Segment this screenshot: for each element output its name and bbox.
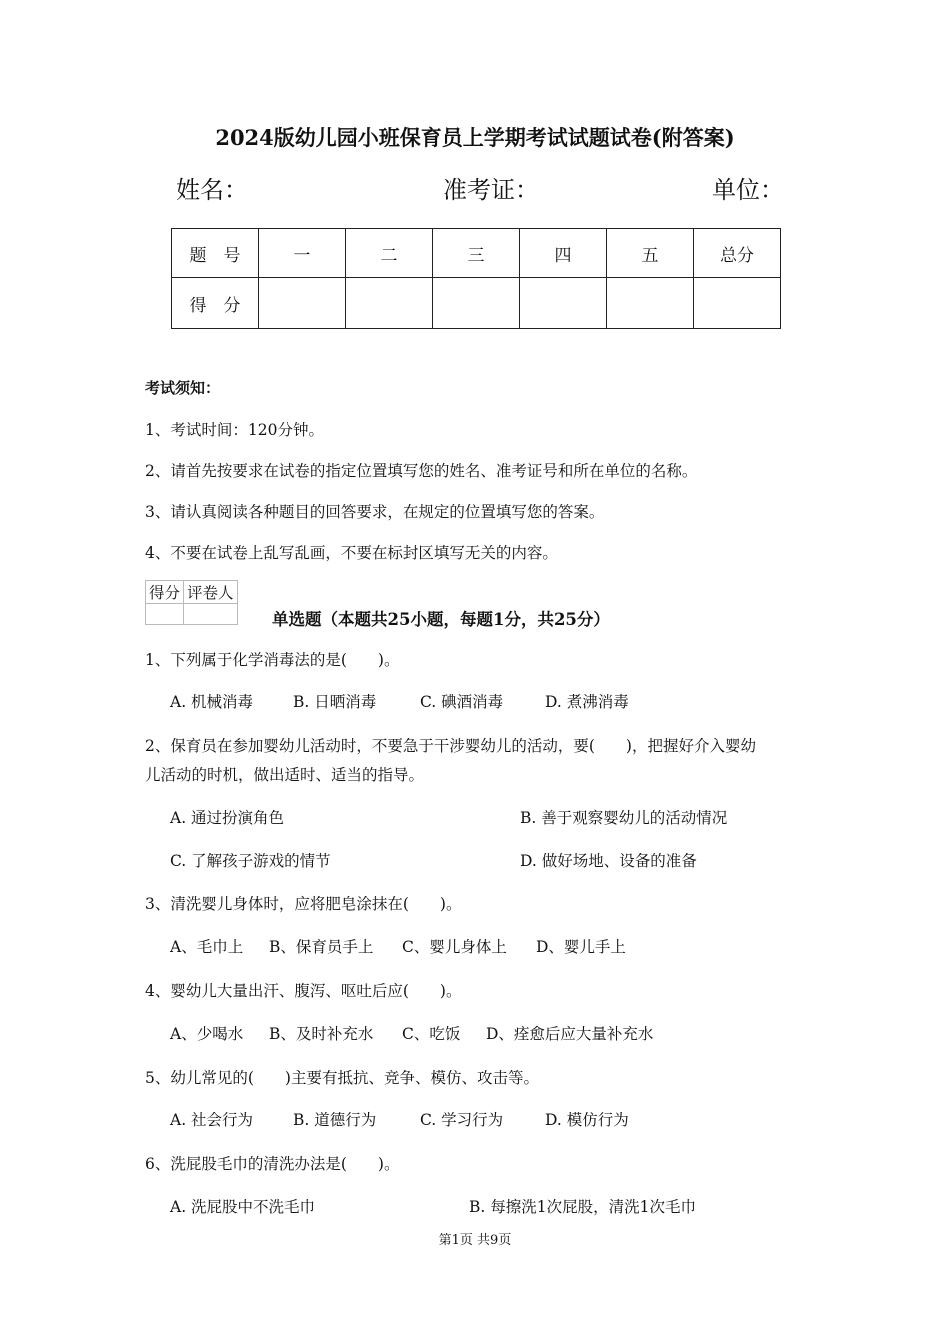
question-option: D. 煮沸消毒 — [545, 693, 629, 711]
question-stem: 1、下列属于化学消毒法的是( )。 — [145, 651, 400, 669]
score-row-label: 得 分 — [172, 278, 259, 329]
score-table — [171, 228, 781, 329]
question-option: B、保育员手上 — [269, 938, 374, 956]
notice-item: 4、不要在试卷上乱写乱画，不要在标封区填写无关的内容。 — [145, 544, 558, 562]
exam-title: 2024版幼儿园小班保育员上学期考试试题试卷(附答案) — [215, 125, 735, 150]
score-header-cell: 三 — [433, 229, 520, 278]
grader-box — [145, 580, 238, 625]
question-option: B. 日晒消毒 — [293, 693, 377, 711]
question-stem: 4、婴幼儿大量出汗、腹泻、呕吐后应( )。 — [145, 982, 462, 1000]
question-option: C、婴儿身体上 — [402, 938, 507, 956]
score-cell — [694, 278, 781, 329]
unit-label: 单位： — [712, 176, 784, 204]
question-option: D. 模仿行为 — [545, 1111, 629, 1129]
score-header-cell: 总分 — [694, 229, 781, 278]
question-option: D、婴儿手上 — [536, 938, 626, 956]
question-stem: 3、清洗婴儿身体时，应将肥皂涂抹在( )。 — [145, 895, 462, 913]
score-header-cell: 二 — [346, 229, 433, 278]
score-header-cell: 五 — [607, 229, 694, 278]
question-option: A. 机械消毒 — [170, 693, 254, 711]
score-cell — [346, 278, 433, 329]
question-option: B、及时补充水 — [269, 1025, 374, 1043]
score-cell — [433, 278, 520, 329]
question-option: B. 善于观察婴幼儿的活动情况 — [520, 809, 728, 827]
name-label: 姓名： — [176, 176, 248, 204]
score-header-cell: 四 — [520, 229, 607, 278]
question-option: C. 了解孩子游戏的情节 — [170, 852, 331, 870]
question-option: C、吃饭 — [402, 1025, 461, 1043]
question-option: A. 洗屁股中不洗毛巾 — [170, 1198, 316, 1216]
question-stem: 5、幼儿常见的( )主要有抵抗、竞争、模仿、攻击等。 — [145, 1069, 539, 1087]
question-option: A. 社会行为 — [170, 1111, 254, 1129]
page-footer: 第1页 共9页 — [438, 1233, 512, 1248]
grader-score-label: 得分 — [146, 581, 184, 604]
score-header-cell: 题 号 — [172, 229, 259, 278]
notice-heading: 考试须知： — [145, 379, 221, 397]
question-option: A、少喝水 — [170, 1025, 244, 1043]
score-header-cell: 一 — [259, 229, 346, 278]
section-heading: 单选题（本题共25小题，每题1分，共25分） — [272, 610, 610, 629]
question-stem: 6、洗屁股毛巾的清洗办法是( )。 — [145, 1155, 400, 1173]
grader-reviewer-label: 评卷人 — [184, 581, 238, 604]
grader-reviewer-cell — [184, 604, 238, 625]
question-option: C. 碘酒消毒 — [420, 693, 504, 711]
question-option: D. 做好场地、设备的准备 — [520, 852, 697, 870]
score-cell — [520, 278, 607, 329]
question-stem: 儿活动的时机，做出适时、适当的指导。 — [145, 766, 425, 784]
question-option: D、痊愈后应大量补充水 — [486, 1025, 654, 1043]
question-stem: 2、保育员在参加婴幼儿活动时，不要急于干涉婴幼儿的活动，要( )，把握好介入婴幼 — [145, 737, 756, 755]
notice-item: 3、请认真阅读各种题目的回答要求，在规定的位置填写您的答案。 — [145, 503, 605, 521]
notice-item: 1、考试时间：120分钟。 — [145, 421, 324, 439]
notice-item: 2、请首先按要求在试卷的指定位置填写您的姓名、准考证号和所在单位的名称。 — [145, 462, 698, 480]
grader-score-cell — [146, 604, 184, 625]
question-option: A. 通过扮演角色 — [170, 809, 285, 827]
score-cell — [259, 278, 346, 329]
score-table-score-row — [172, 278, 781, 329]
exam-id-label: 准考证： — [443, 176, 539, 204]
score-table-header-row — [172, 229, 781, 278]
score-cell — [607, 278, 694, 329]
question-option: A、毛巾上 — [170, 938, 244, 956]
question-option: B. 道德行为 — [293, 1111, 377, 1129]
question-option: C. 学习行为 — [420, 1111, 504, 1129]
question-option: B. 每擦洗1次屁股，清洗1次毛巾 — [469, 1198, 696, 1216]
